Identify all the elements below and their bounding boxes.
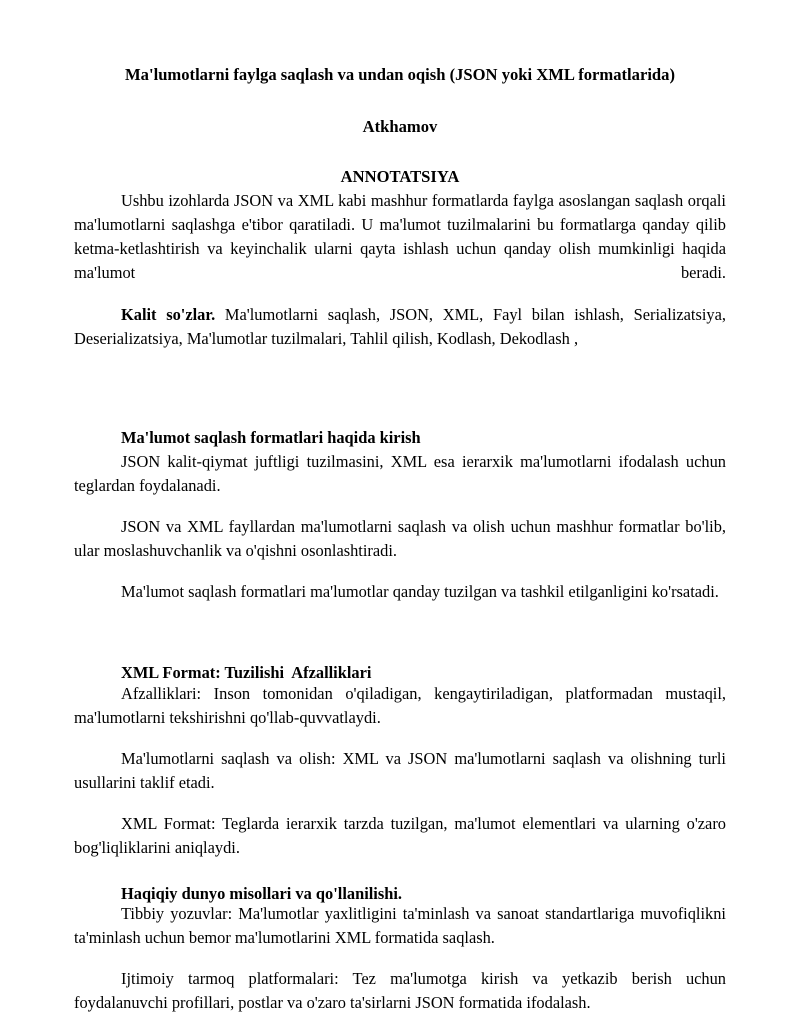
annotation-heading: ANNOTATSIYA	[340, 167, 460, 186]
section-paragraph: XML Format: Teglarda ierarxik tarzda tuzilgan, ma'lumot elementlari va ularning o'zaro bog'liqliklarini aniqlaydi.	[74, 814, 726, 857]
keywords-label: Kalit so'zlar.	[121, 305, 216, 324]
section-paragraph: Ijtimoiy tarmoq platformalari: Tez ma'lumotga kirish va yetkazib berish uchun foydalanuvchi profillari, postlar va o'zaro ta'sirlarni JSON formatida ifodalash.	[74, 969, 726, 1012]
annotation-paragraph: Ushbu izohlarda JSON va XML kabi mashhur formatlarda faylga asoslangan saqlash orqali ma'lumotlarni saqlashga e'tibor qaratiladi. U ma'lumot tuzilmalarini bu formatlarga qanday qilib ketma-ketlashtirish va keyinchalik ularni qayta ishlash uchun qanday olish mumkinligi haqida ma'lumot beradi.	[74, 191, 726, 282]
section-paragraph: JSON va XML fayllardan ma'lumotlarni saqlash va olish uchun mashhur formatlar bo'lib, ular moslashuvchanlik va o'qishni osonlashtiradi.	[74, 517, 726, 560]
keywords-paragraph	[74, 303, 726, 351]
section-paragraph: Ma'lumot saqlash formatlari ma'lumotlar qanday tuzilgan va tashkil etilganligini ko'rsatadi.	[121, 582, 719, 601]
keywords-text: Ma'lumotlarni saqlash, JSON, XML, Fayl bilan ishlash, Serializatsiya, Deserializatsiya, Ma'lumotlar tuzilmalari, Tahlil qilish, Kodlash, Dekodlash ,	[74, 305, 726, 348]
document-title: Ma'lumotlarni faylga saqlash va undan oqish (JSON yoki XML formatlarida)	[125, 65, 675, 84]
document-author: Atkhamov	[362, 117, 438, 136]
section-heading: Ma'lumot saqlash formatlari haqida kirish	[121, 428, 421, 447]
section-heading: Haqiqiy dunyo misollari va qo'llanilishi.	[121, 884, 403, 903]
section-heading: XML Format: Tuzilishi Afzalliklari	[121, 663, 372, 682]
section-paragraph: Afzalliklari: Inson tomonidan o'qiladigan, kengaytiriladigan, platformadan mustaqil, ma'lumotlarni tekshirishni qo'llab-quvvatlaydi.	[74, 684, 726, 727]
section-paragraph: Tibbiy yozuvlar: Ma'lumotlar yaxlitligini ta'minlash va sanoat standartlariga muvofiqlikni ta'minlash uchun bemor ma'lumotlarini XML formatida saqlash.	[74, 904, 726, 947]
section-paragraph: JSON kalit-qiymat juftligi tuzilmasini, XML esa ierarxik ma'lumotlarni ifodalash uchun teglardan foydalanadi.	[74, 452, 726, 495]
section-paragraph: Ma'lumotlarni saqlash va olish: XML va JSON ma'lumotlarni saqlash va olishning turli usullarini taklif etadi.	[74, 749, 726, 792]
